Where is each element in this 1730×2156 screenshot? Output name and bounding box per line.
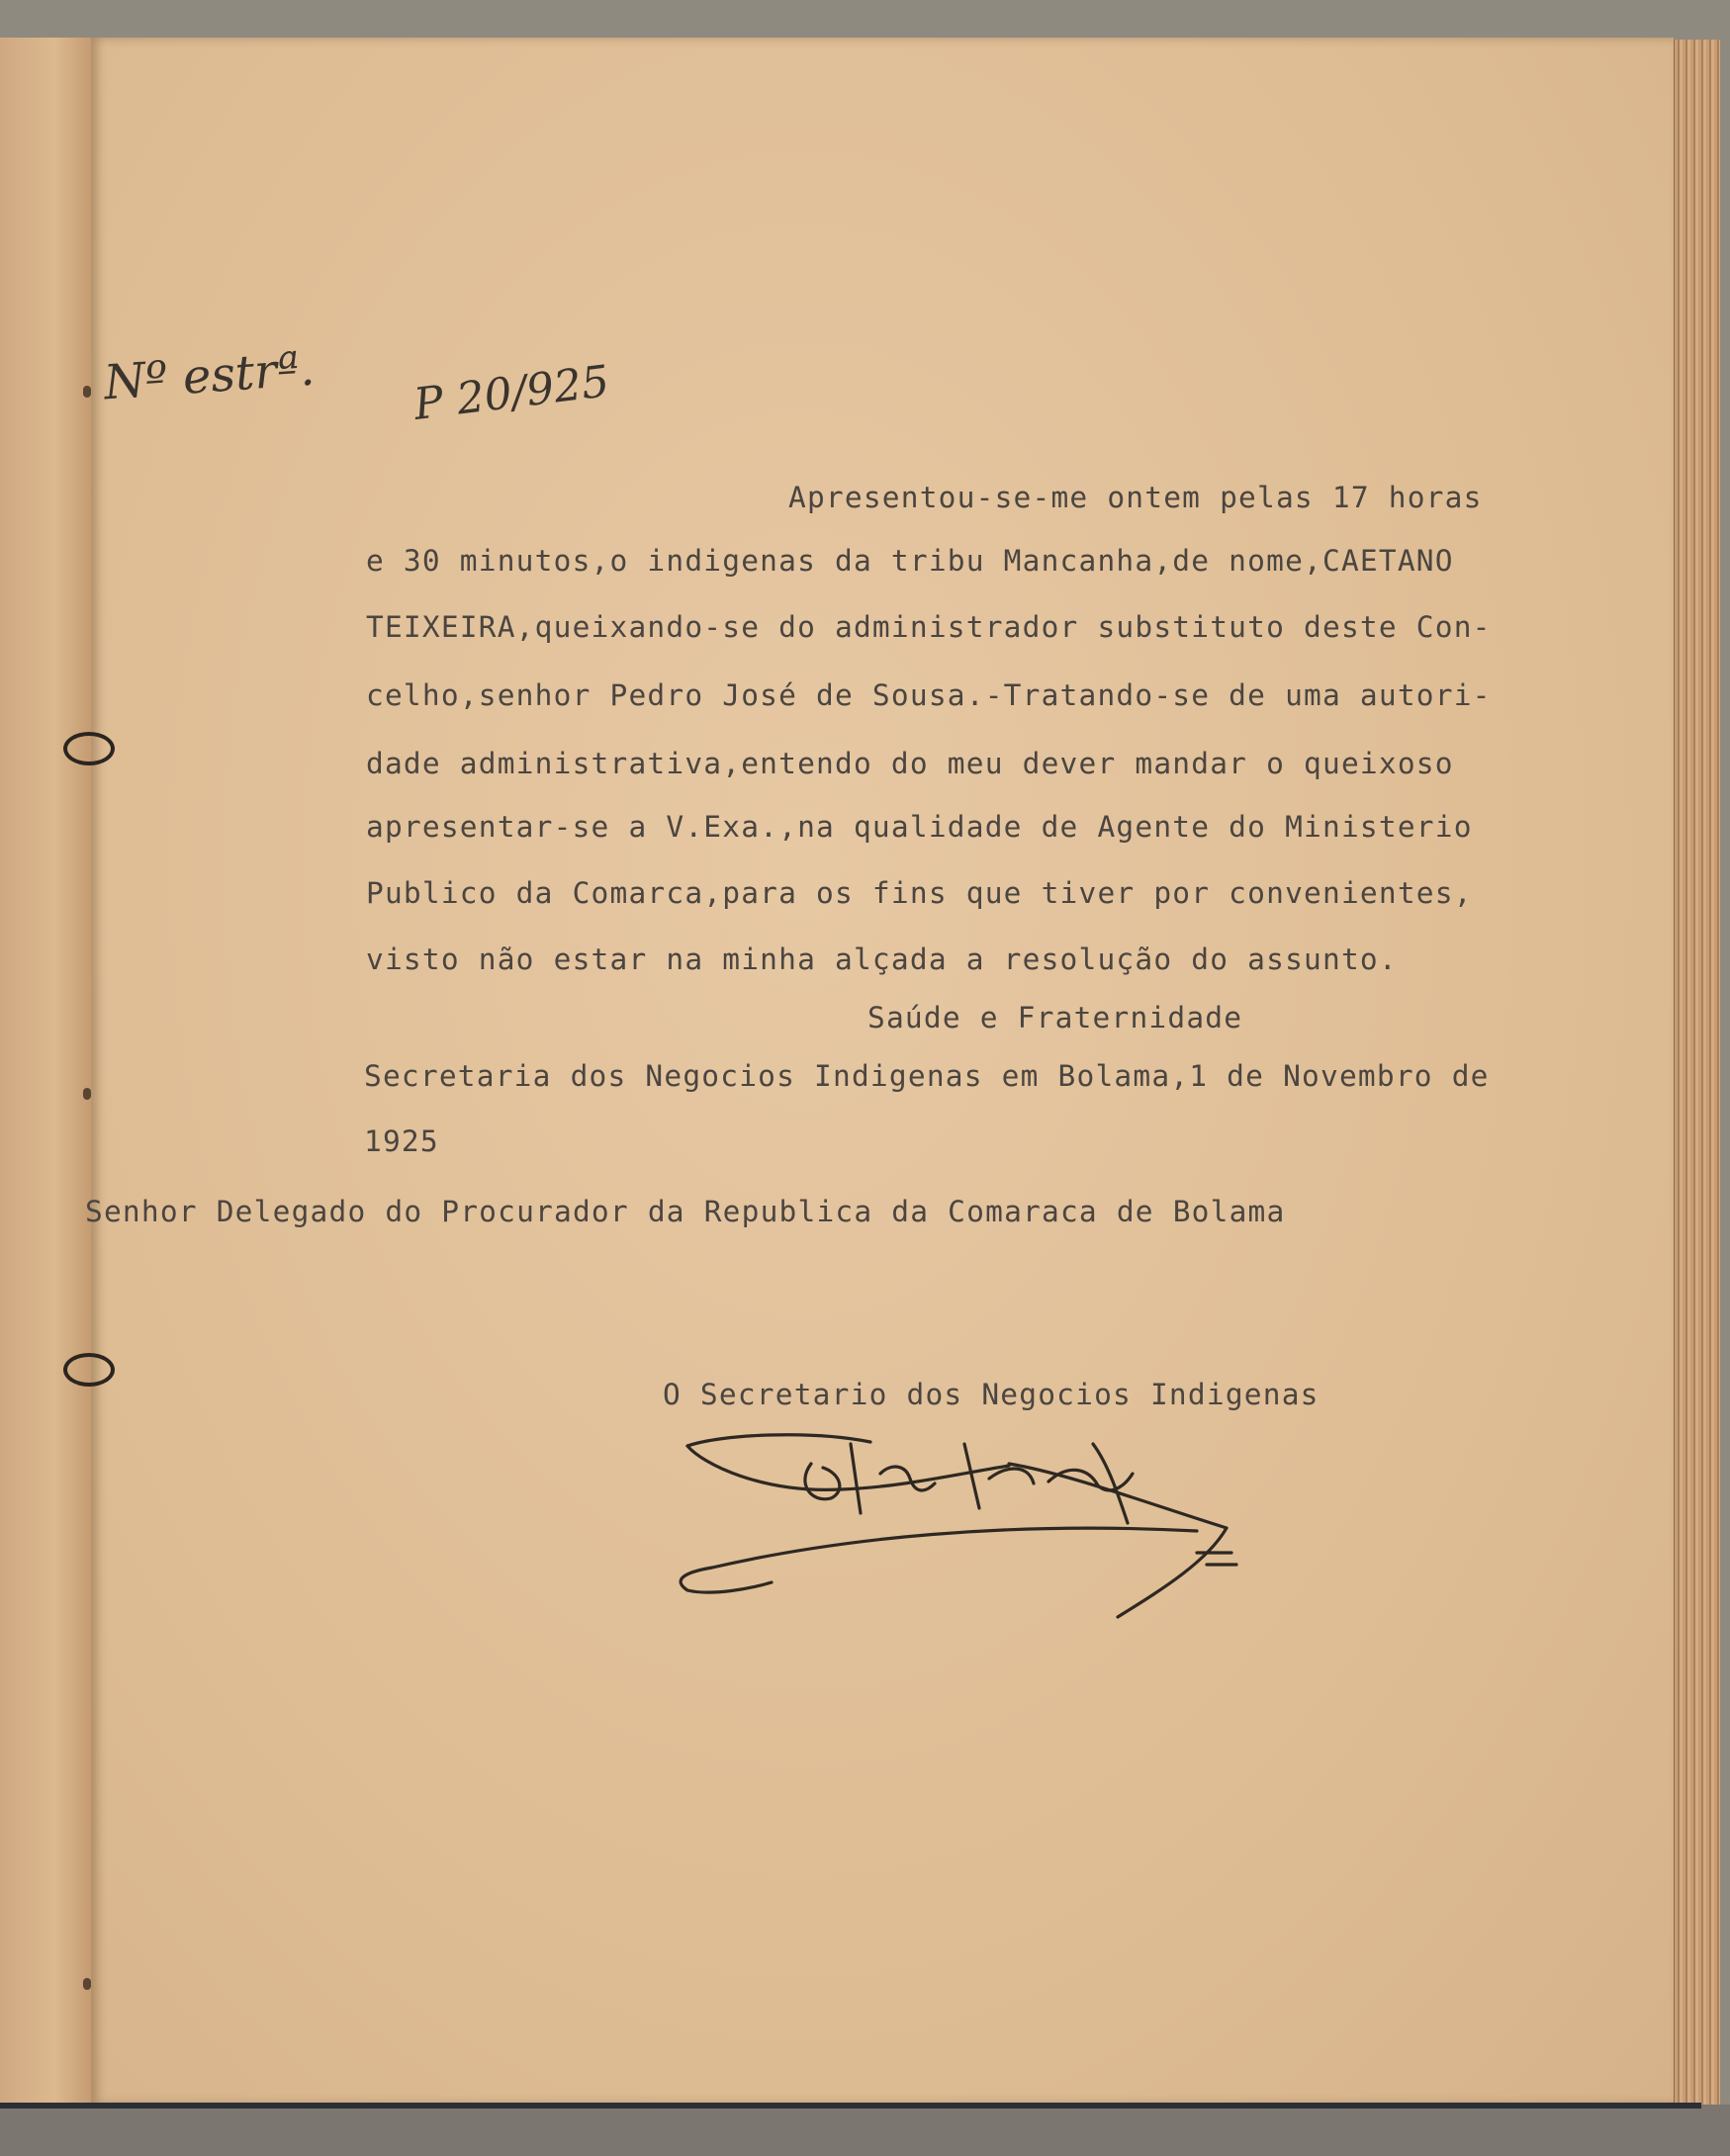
body-line-4: celho,senhor Pedro José de Sousa.-Tratando-se de uma autori- — [366, 678, 1492, 712]
body-line-1: Apresentou-se-me ontem pelas 17 horas — [788, 481, 1483, 514]
book-cover-edge — [0, 2103, 1701, 2109]
place-date-line: Secretaria dos Negocios Indigenas em Bolama,1 de Novembro de — [364, 1059, 1490, 1093]
body-line-3: TEIXEIRA,queixando-se do administrador substituto deste Con- — [366, 610, 1492, 644]
body-line-8: visto não estar na minha alçada a resolução do assunto. — [366, 943, 1398, 976]
handwritten-margin-note: Nº estrª. — [102, 340, 317, 411]
handwritten-process-number: P 20/925 — [410, 356, 612, 430]
body-line-7: Publico da Comarca,para os fins que tiver por convenientes, — [366, 876, 1473, 910]
date-year-line: 1925 — [364, 1124, 439, 1158]
binding-hole — [83, 386, 91, 398]
stacked-page-edges — [1674, 40, 1720, 2107]
closing-salutation: Saúde e Fraternidade — [867, 1001, 1243, 1034]
binding-hole — [83, 1978, 91, 1990]
scan-background-bottom — [0, 2105, 1730, 2156]
binding-stitch — [63, 1353, 115, 1387]
left-page-edge — [0, 38, 94, 2105]
body-line-2: e 30 minutos,o indigenas da tribu Mancanha,de nome,CAETANO — [366, 544, 1454, 578]
signatory-title: O Secretario dos Negocios Indigenas — [663, 1378, 1320, 1411]
body-line-6: apresentar-se a V.Exa.,na qualidade de Agente do Ministerio — [366, 810, 1473, 844]
binding-stitch — [63, 732, 115, 765]
addressee-line: Senhor Delegado do Procurador da Republica da Comaraca de Bolama — [85, 1195, 1286, 1228]
handwritten-signature — [514, 1404, 1266, 1622]
binding-hole — [83, 1088, 91, 1100]
body-line-5: dade administrativa,entendo do meu dever mandar o queixoso — [366, 747, 1454, 780]
